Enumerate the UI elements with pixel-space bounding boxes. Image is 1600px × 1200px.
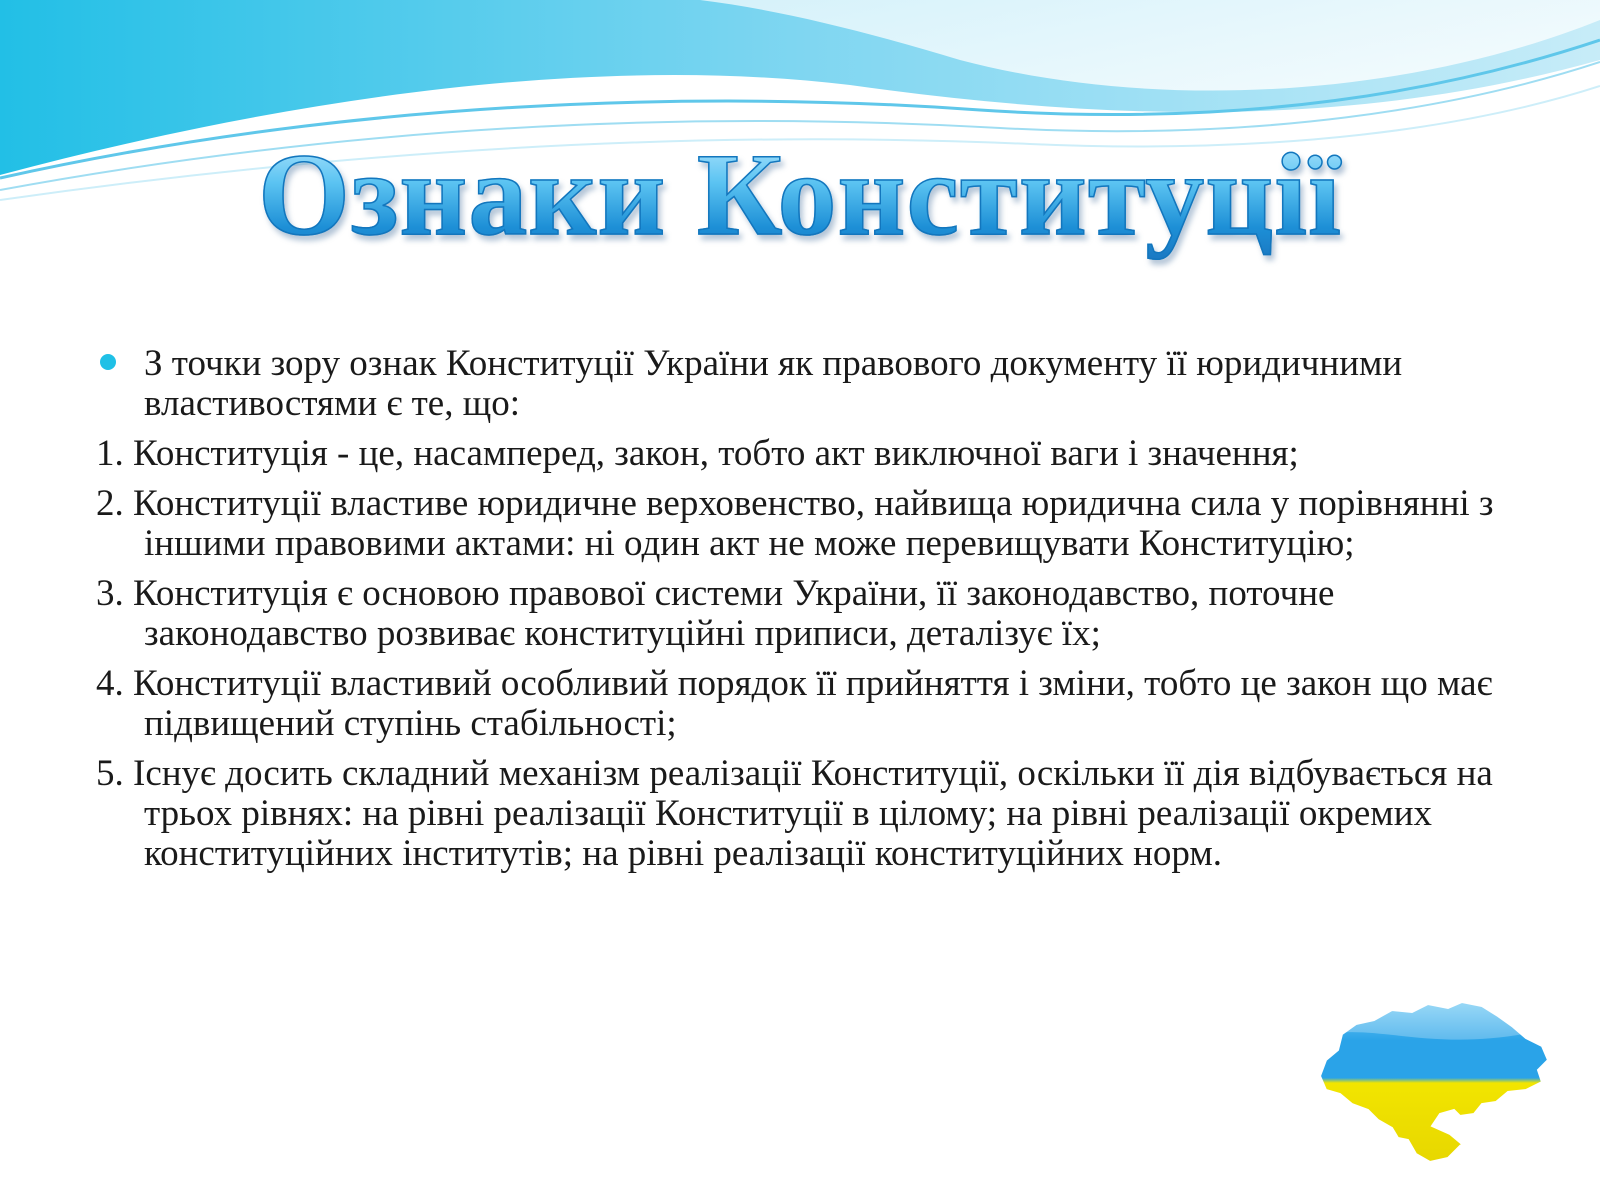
intro-paragraph [96,344,1516,424]
content-text [96,344,1516,884]
intro-text: З точки зору ознак Конституції України як правового документу її юридичними властивостями є те, що: [144,343,1403,424]
slide-title: Ознаки Конституції [0,130,1600,260]
list-item: 3. Конституція є основою правової системи України, її законодавство, поточне законодавство розвиває конституційні приписи, деталізує їх; [96,573,1335,654]
list-item: 5. Існує досить складний механізм реалізації Конституції, оскільки її дія відбувається на трьох рівнях: на рівні реалізації Конституції в цілому; на рівні реалізації окремих конституційних інститутів; на рівні реалізації конституційних норм. [96,753,1493,874]
ukraine-map-icon [1312,998,1552,1168]
list-item: 1. Конституція - це, насамперед, закон, тобто акт виключної ваги і значення; [96,433,1299,474]
circle-bullet-icon [100,354,116,370]
list-item: 2. Конституції властиве юридичне верховенство, найвища юридична сила у порівнянні з іншими правовими актами: ні один акт не може перевищувати Конституцію; [96,483,1494,564]
list-item: 4. Конституції властивий особливий порядок її прийняття і зміни, тобто це закон що має підвищений ступінь стабільності; [96,663,1493,744]
